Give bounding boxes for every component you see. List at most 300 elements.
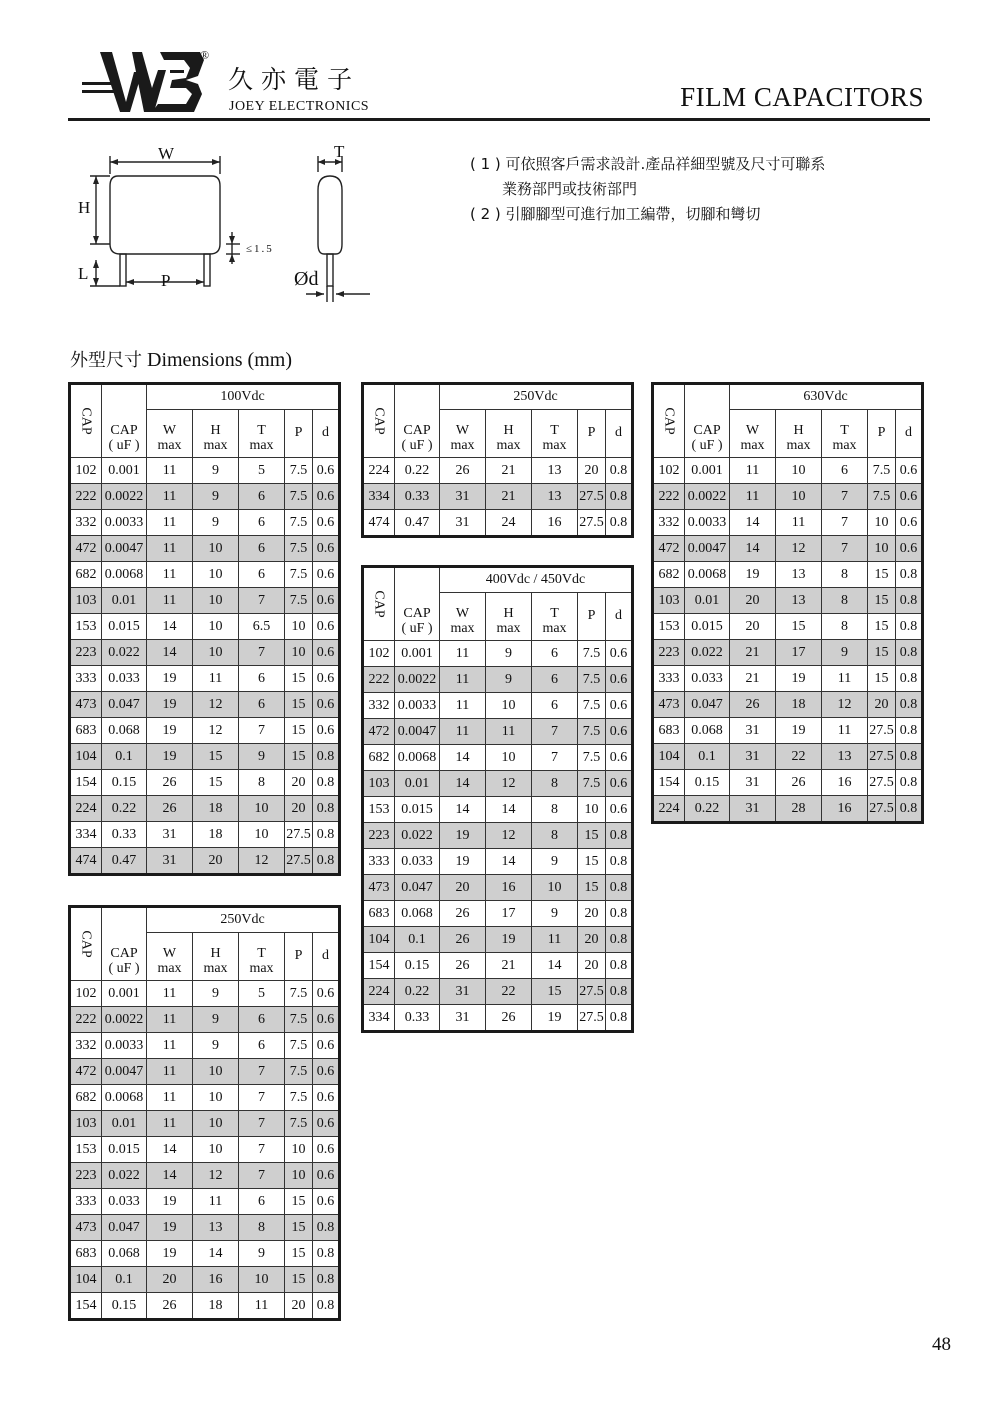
cell-cap-code: 683	[70, 1241, 102, 1267]
cell-width: 11	[730, 484, 776, 510]
cell-width: 11	[147, 1059, 193, 1085]
cell-pitch: 15	[285, 666, 313, 692]
cell-thickness: 16	[822, 770, 868, 796]
cell-pitch: 15	[578, 823, 606, 849]
cell-width: 31	[147, 848, 193, 875]
capacitor-dimension-diagram	[70, 140, 390, 310]
table-row	[363, 771, 633, 797]
cell-pitch: 10	[868, 536, 896, 562]
header-p: P	[578, 410, 606, 458]
table-row	[70, 1137, 340, 1163]
cell-thickness: 13	[532, 484, 578, 510]
cell-cap-code: 223	[70, 640, 102, 666]
cell-thickness: 7	[822, 484, 868, 510]
cell-thickness: 6	[532, 667, 578, 693]
cell-cap-code: 682	[70, 562, 102, 588]
cell-width: 11	[147, 1085, 193, 1111]
cell-pitch: 15	[285, 1189, 313, 1215]
cell-height: 11	[486, 719, 532, 745]
table-row	[363, 719, 633, 745]
cell-pitch: 7.5	[578, 719, 606, 745]
cell-thickness: 6	[239, 1189, 285, 1215]
cell-lead-diameter: 0.6	[896, 484, 923, 510]
cell-width: 31	[730, 744, 776, 770]
cell-thickness: 5	[239, 458, 285, 484]
cell-cap-code: 333	[363, 849, 395, 875]
cell-thickness: 6	[239, 510, 285, 536]
cell-pitch: 27.5	[868, 718, 896, 744]
cell-lead-diameter: 0.6	[313, 1059, 340, 1085]
dim-label-t: T	[334, 142, 345, 161]
header-cap-blank	[395, 384, 440, 410]
cell-width: 11	[147, 510, 193, 536]
cell-cap-code: 153	[653, 614, 685, 640]
cell-width: 19	[147, 692, 193, 718]
header-voltage: 250Vdc	[147, 907, 340, 933]
cell-pitch: 10	[285, 614, 313, 640]
cell-pitch: 7.5	[285, 562, 313, 588]
cell-height: 17	[776, 640, 822, 666]
cell-capacitance: 0.47	[395, 510, 440, 537]
section-title-en: Dimensions (mm)	[142, 349, 292, 371]
cell-height: 14	[486, 849, 532, 875]
header-cap: CAP	[395, 410, 440, 440]
header-t: T	[239, 410, 285, 440]
cell-thickness: 11	[532, 927, 578, 953]
cell-lead-diameter: 0.6	[606, 667, 633, 693]
table-row	[653, 692, 923, 718]
table-row	[70, 1241, 340, 1267]
table-row	[363, 927, 633, 953]
cell-height: 18	[193, 796, 239, 822]
table-row	[70, 614, 340, 640]
header-w: W	[147, 410, 193, 440]
cell-width: 14	[147, 614, 193, 640]
cell-thickness: 7	[239, 718, 285, 744]
cell-height: 16	[486, 875, 532, 901]
cell-cap-code: 222	[653, 484, 685, 510]
cell-pitch: 10	[285, 1137, 313, 1163]
cell-cap-code: 103	[653, 588, 685, 614]
cell-width: 26	[147, 796, 193, 822]
header-t-max: max	[822, 439, 868, 458]
cell-cap-code: 154	[70, 1293, 102, 1320]
cell-cap-code: 104	[70, 744, 102, 770]
table-row	[70, 510, 340, 536]
table-row	[70, 1215, 340, 1241]
cell-pitch: 7.5	[285, 1111, 313, 1137]
table-row	[70, 848, 340, 875]
header-uf: ( uF )	[685, 439, 730, 458]
cell-height: 16	[193, 1267, 239, 1293]
header-p: P	[285, 410, 313, 458]
cell-capacitance: 0.068	[395, 901, 440, 927]
cell-capacitance: 0.047	[102, 692, 147, 718]
header-cap-code	[653, 384, 685, 458]
cell-height: 28	[776, 796, 822, 823]
cell-pitch: 15	[285, 1241, 313, 1267]
cell-height: 10	[193, 1111, 239, 1137]
dim-label-p: P	[161, 271, 171, 290]
cell-lead-diameter: 0.6	[313, 1085, 340, 1111]
cell-lead-diameter: 0.8	[896, 692, 923, 718]
dimension-table-t400	[361, 565, 634, 1033]
cell-thickness: 12	[239, 848, 285, 875]
table-row	[363, 1005, 633, 1032]
cell-thickness: 11	[822, 718, 868, 744]
header-voltage: 630Vdc	[730, 384, 923, 410]
cell-thickness: 8	[822, 562, 868, 588]
cell-capacitance: 0.01	[102, 1111, 147, 1137]
cell-capacitance: 0.01	[685, 588, 730, 614]
header-d: d	[313, 410, 340, 458]
cell-capacitance: 0.1	[102, 1267, 147, 1293]
cell-width: 19	[147, 744, 193, 770]
header-h: H	[486, 593, 532, 623]
cell-cap-code: 102	[70, 981, 102, 1007]
cell-cap-code: 104	[70, 1267, 102, 1293]
cell-lead-diameter: 0.8	[896, 718, 923, 744]
header-cap: CAP	[102, 933, 147, 963]
cell-lead-diameter: 0.6	[606, 641, 633, 667]
cell-lead-diameter: 0.8	[313, 1293, 340, 1320]
header-divider	[68, 118, 930, 121]
cell-thickness: 10	[239, 1267, 285, 1293]
cell-pitch: 27.5	[285, 848, 313, 875]
cell-height: 10	[193, 588, 239, 614]
table-row	[363, 458, 633, 484]
cell-capacitance: 0.068	[102, 718, 147, 744]
cell-lead-diameter: 0.6	[313, 458, 340, 484]
cell-cap-code: 332	[363, 693, 395, 719]
cell-pitch: 10	[285, 1163, 313, 1189]
cell-height: 18	[776, 692, 822, 718]
diagram-drawing	[70, 140, 390, 310]
cell-width: 20	[147, 1267, 193, 1293]
table-row	[70, 981, 340, 1007]
cell-lead-diameter: 0.6	[313, 666, 340, 692]
cell-capacitance: 0.0022	[395, 667, 440, 693]
header-d: d	[606, 593, 633, 641]
cell-thickness: 19	[532, 1005, 578, 1032]
cell-height: 11	[193, 666, 239, 692]
section-title	[70, 346, 292, 372]
header-cap-blank	[395, 567, 440, 593]
cell-capacitance: 0.001	[102, 981, 147, 1007]
cell-pitch: 7.5	[578, 641, 606, 667]
cell-height: 26	[486, 1005, 532, 1032]
cell-capacitance: 0.015	[102, 1137, 147, 1163]
cell-cap-code: 333	[653, 666, 685, 692]
cell-cap-code: 224	[363, 458, 395, 484]
brand-name-english: JOEY ELECTRONICS	[229, 99, 370, 114]
cell-height: 21	[486, 484, 532, 510]
cell-width: 26	[440, 901, 486, 927]
cell-height: 14	[486, 797, 532, 823]
cell-width: 11	[147, 536, 193, 562]
cell-width: 19	[147, 1215, 193, 1241]
cell-pitch: 7.5	[285, 536, 313, 562]
cell-width: 11	[440, 693, 486, 719]
cell-cap-code: 102	[70, 458, 102, 484]
cell-cap-code: 473	[653, 692, 685, 718]
cell-lead-diameter: 0.6	[606, 719, 633, 745]
cell-lead-diameter: 0.8	[896, 744, 923, 770]
cell-capacitance: 0.0047	[395, 719, 440, 745]
cell-width: 11	[147, 484, 193, 510]
header-t: T	[532, 593, 578, 623]
cell-lead-diameter: 0.8	[313, 1267, 340, 1293]
table-row	[653, 484, 923, 510]
header-cap: CAP	[102, 410, 147, 440]
table-row	[70, 1189, 340, 1215]
cell-width: 31	[730, 796, 776, 823]
cell-width: 19	[147, 1189, 193, 1215]
cell-lead-diameter: 0.6	[313, 484, 340, 510]
header-voltage: 250Vdc	[440, 384, 633, 410]
cell-pitch: 7.5	[868, 458, 896, 484]
cell-height: 10	[776, 458, 822, 484]
header-uf: ( uF )	[395, 439, 440, 458]
cell-cap-code: 154	[70, 770, 102, 796]
header-w-max: max	[147, 439, 193, 458]
cell-width: 14	[730, 536, 776, 562]
header-w: W	[440, 593, 486, 623]
header-w-max: max	[440, 439, 486, 458]
cell-thickness: 7	[822, 510, 868, 536]
cell-capacitance: 0.033	[395, 849, 440, 875]
cell-lead-diameter: 0.6	[313, 718, 340, 744]
dimension-table-t250b	[68, 905, 341, 1321]
cell-lead-diameter: 0.8	[896, 614, 923, 640]
cell-cap-code: 332	[70, 510, 102, 536]
cell-capacitance: 0.001	[395, 641, 440, 667]
cell-pitch: 20	[578, 901, 606, 927]
cell-height: 19	[776, 718, 822, 744]
cell-cap-code: 224	[363, 979, 395, 1005]
cell-pitch: 27.5	[868, 796, 896, 823]
cell-lead-diameter: 0.6	[896, 458, 923, 484]
cell-lead-diameter: 0.8	[606, 849, 633, 875]
cell-height: 12	[486, 771, 532, 797]
table-row	[653, 562, 923, 588]
cell-height: 9	[193, 484, 239, 510]
cell-lead-diameter: 0.6	[606, 693, 633, 719]
cell-capacitance: 0.0047	[685, 536, 730, 562]
table-row	[70, 458, 340, 484]
header-cap-code-label: CAP	[661, 407, 677, 435]
header-p: P	[868, 410, 896, 458]
cell-capacitance: 0.0047	[102, 1059, 147, 1085]
cell-thickness: 6	[532, 693, 578, 719]
cell-lead-diameter: 0.6	[313, 640, 340, 666]
cell-lead-diameter: 0.6	[313, 1007, 340, 1033]
table-row	[70, 1111, 340, 1137]
cell-cap-code: 153	[70, 1137, 102, 1163]
dimension-table-t250a	[361, 382, 634, 538]
cell-thickness: 9	[532, 849, 578, 875]
cell-thickness: 16	[822, 796, 868, 823]
table-row	[363, 693, 633, 719]
table-row	[363, 484, 633, 510]
cell-thickness: 7	[239, 1137, 285, 1163]
cell-height: 10	[486, 693, 532, 719]
cell-cap-code: 224	[70, 796, 102, 822]
cell-thickness: 7	[239, 1163, 285, 1189]
cell-lead-diameter: 0.6	[313, 536, 340, 562]
cell-height: 12	[193, 692, 239, 718]
cell-capacitance: 0.022	[102, 1163, 147, 1189]
dim-label-l: L	[78, 264, 89, 283]
cell-cap-code: 333	[70, 1189, 102, 1215]
cell-width: 31	[440, 484, 486, 510]
cell-capacitance: 0.0022	[685, 484, 730, 510]
cell-lead-diameter: 0.6	[606, 745, 633, 771]
header-h-max: max	[193, 439, 239, 458]
cell-width: 14	[440, 797, 486, 823]
cell-lead-diameter: 0.6	[313, 1163, 340, 1189]
cell-height: 10	[193, 562, 239, 588]
cell-thickness: 8	[239, 1215, 285, 1241]
cell-thickness: 10	[239, 822, 285, 848]
header-d: d	[313, 933, 340, 981]
cell-capacitance: 0.47	[102, 848, 147, 875]
cell-capacitance: 0.022	[102, 640, 147, 666]
cell-lead-diameter: 0.6	[313, 692, 340, 718]
note-2: ( 2 ) 引腳腳型可進行加工編帶，切腳和彎切	[470, 205, 761, 223]
cell-lead-diameter: 0.6	[313, 614, 340, 640]
header-w: W	[147, 933, 193, 963]
cell-height: 12	[193, 718, 239, 744]
cell-height: 15	[193, 770, 239, 796]
table-row	[70, 744, 340, 770]
cell-thickness: 7	[239, 640, 285, 666]
cell-capacitance: 0.01	[102, 588, 147, 614]
table-row	[363, 510, 633, 537]
cell-width: 11	[440, 641, 486, 667]
header-cap-code-label: CAP	[371, 407, 387, 435]
table-row	[70, 796, 340, 822]
cell-cap-code: 222	[70, 1007, 102, 1033]
cell-width: 31	[730, 718, 776, 744]
cell-cap-code: 154	[653, 770, 685, 796]
cell-thickness: 6	[239, 666, 285, 692]
cell-height: 14	[193, 1241, 239, 1267]
cell-height: 10	[193, 640, 239, 666]
cell-cap-code: 472	[653, 536, 685, 562]
cell-lead-diameter: 0.6	[896, 536, 923, 562]
cell-lead-diameter: 0.6	[313, 1111, 340, 1137]
cell-lead-diameter: 0.8	[606, 823, 633, 849]
header-w: W	[440, 410, 486, 440]
cell-capacitance: 0.0033	[395, 693, 440, 719]
cell-pitch: 7.5	[285, 1033, 313, 1059]
cell-pitch: 15	[868, 640, 896, 666]
cell-pitch: 27.5	[578, 484, 606, 510]
cell-width: 11	[147, 588, 193, 614]
table-row	[70, 1163, 340, 1189]
table-row	[363, 875, 633, 901]
cell-capacitance: 0.0033	[685, 510, 730, 536]
cell-thickness: 11	[239, 1293, 285, 1320]
cell-cap-code: 682	[653, 562, 685, 588]
cell-capacitance: 0.015	[102, 614, 147, 640]
cell-thickness: 6	[822, 458, 868, 484]
cell-capacitance: 0.0022	[102, 484, 147, 510]
cell-lead-diameter: 0.8	[606, 510, 633, 537]
cell-capacitance: 0.015	[395, 797, 440, 823]
table-row	[70, 718, 340, 744]
cell-height: 13	[776, 588, 822, 614]
cell-width: 26	[730, 692, 776, 718]
cell-width: 26	[147, 770, 193, 796]
cell-thickness: 8	[532, 771, 578, 797]
cell-lead-diameter: 0.6	[313, 1033, 340, 1059]
cell-pitch: 27.5	[578, 1005, 606, 1032]
page-number: 48	[932, 1334, 951, 1355]
cell-pitch: 7.5	[578, 693, 606, 719]
cell-capacitance: 0.068	[685, 718, 730, 744]
table-row	[653, 458, 923, 484]
cell-capacitance: 0.15	[685, 770, 730, 796]
cell-width: 11	[440, 667, 486, 693]
cell-capacitance: 0.0033	[102, 1033, 147, 1059]
cell-cap-code: 223	[70, 1163, 102, 1189]
table-row	[653, 588, 923, 614]
header-cap: CAP	[395, 593, 440, 623]
cell-pitch: 7.5	[285, 510, 313, 536]
header-w-max: max	[147, 962, 193, 981]
header-d: d	[896, 410, 923, 458]
cell-width: 31	[730, 770, 776, 796]
cell-pitch: 7.5	[578, 771, 606, 797]
cell-pitch: 15	[285, 744, 313, 770]
cell-height: 13	[776, 562, 822, 588]
cell-height: 15	[776, 614, 822, 640]
cell-pitch: 10	[868, 510, 896, 536]
table-row	[653, 770, 923, 796]
cell-pitch: 20	[578, 927, 606, 953]
cell-height: 18	[193, 822, 239, 848]
cell-thickness: 10	[239, 796, 285, 822]
cell-height: 12	[193, 1163, 239, 1189]
cell-capacitance: 0.0022	[102, 1007, 147, 1033]
cell-width: 14	[730, 510, 776, 536]
cell-thickness: 6	[239, 484, 285, 510]
cell-cap-code: 224	[653, 796, 685, 823]
cell-height: 21	[486, 953, 532, 979]
table-row	[70, 692, 340, 718]
cell-width: 21	[730, 666, 776, 692]
cell-capacitance: 0.33	[395, 1005, 440, 1032]
table-row	[653, 718, 923, 744]
cell-capacitance: 0.1	[102, 744, 147, 770]
note-1: ( 1 ) 可依照客戶需求設計.產品祥細型號及尺寸可聯系	[470, 155, 826, 173]
cell-thickness: 5	[239, 981, 285, 1007]
cell-cap-code: 153	[363, 797, 395, 823]
cell-capacitance: 0.33	[102, 822, 147, 848]
cell-height: 13	[193, 1215, 239, 1241]
cell-lead-diameter: 0.8	[313, 1215, 340, 1241]
cell-width: 19	[730, 562, 776, 588]
cell-thickness: 6	[239, 536, 285, 562]
table-row	[363, 979, 633, 1005]
cell-height: 9	[486, 641, 532, 667]
cell-height: 10	[776, 484, 822, 510]
cell-cap-code: 103	[70, 1111, 102, 1137]
cell-pitch: 7.5	[868, 484, 896, 510]
cell-lead-diameter: 0.8	[896, 666, 923, 692]
